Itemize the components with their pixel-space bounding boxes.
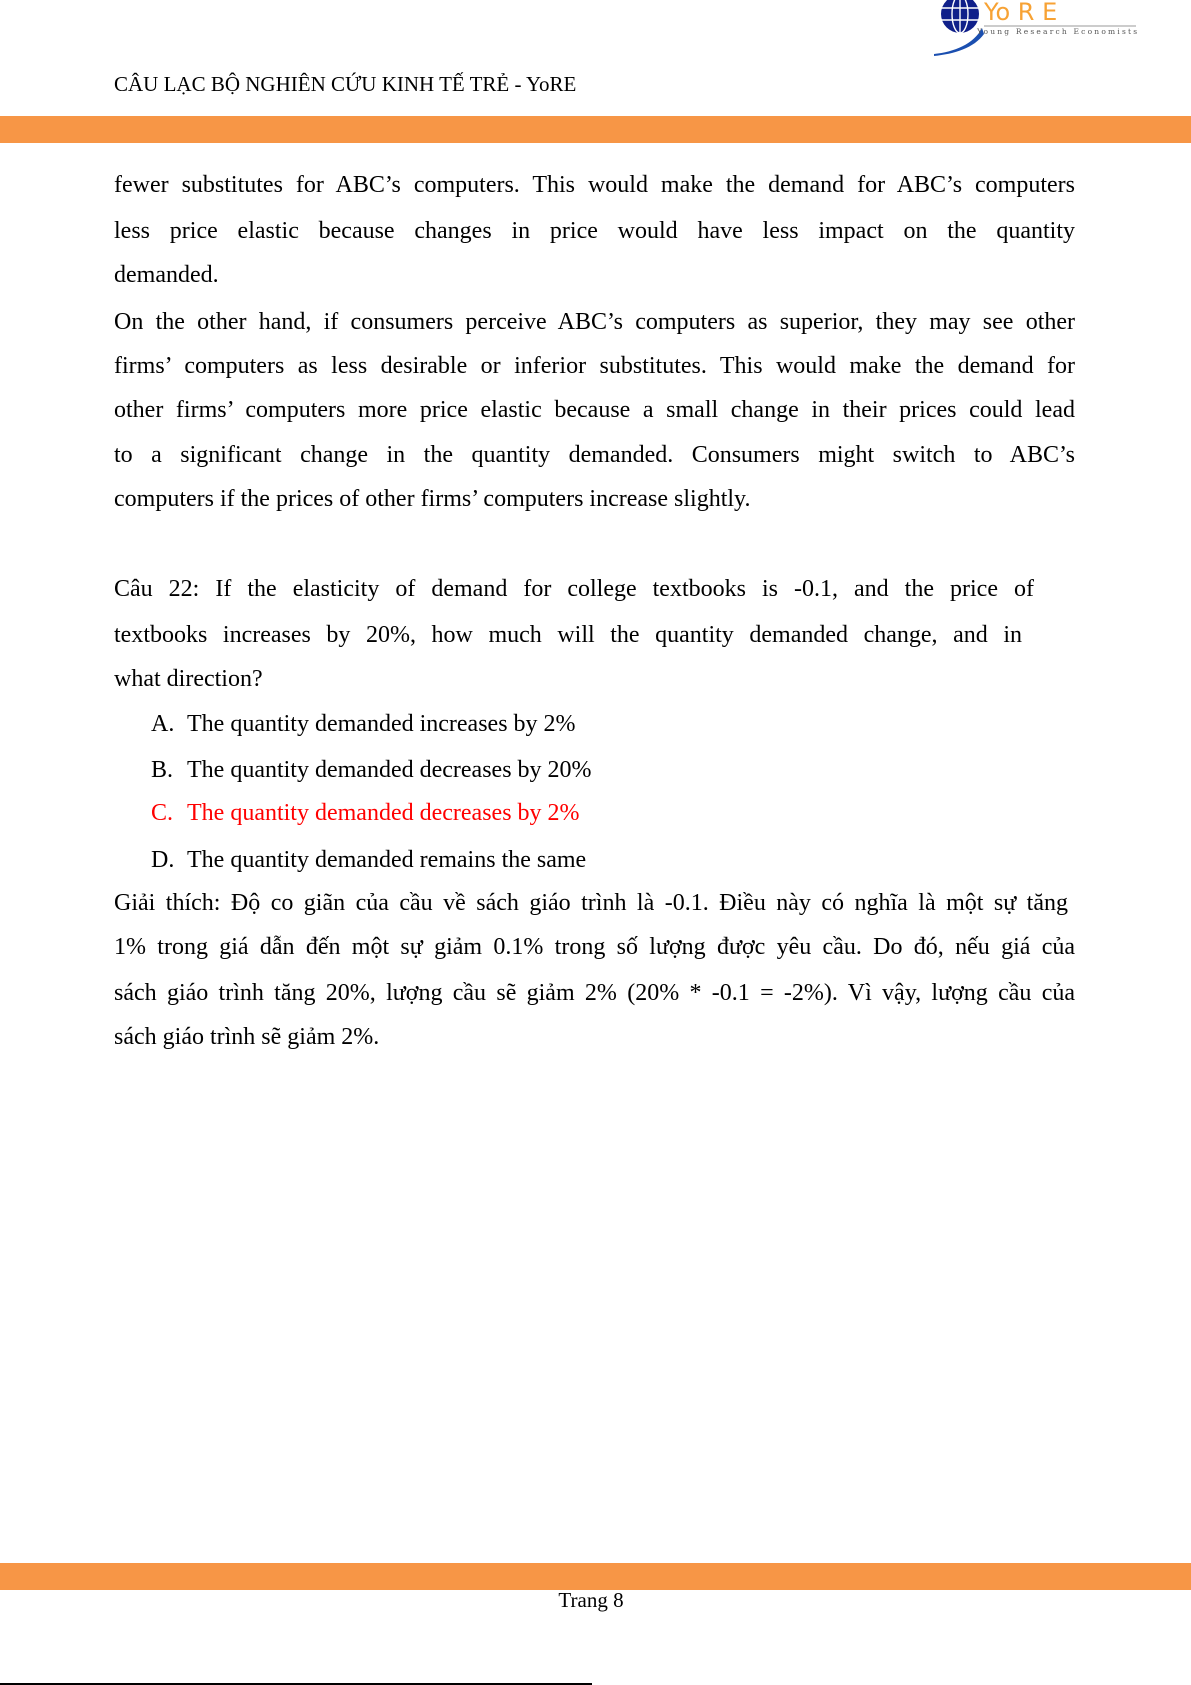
paragraph-line: computers if the prices of other firms’ computers increase slightly. — [114, 486, 751, 512]
explanation-line: sách giáo trình sẽ giảm 2%. — [114, 1024, 380, 1050]
paragraph-line: On the other hand, if consumers perceive ABC’s computers as superior, they may see other — [114, 309, 1075, 335]
option-a — [151, 709, 576, 739]
header-accent-bar — [0, 116, 1191, 143]
option-b — [151, 755, 592, 785]
option-text: The quantity demanded increases by 2% — [187, 711, 576, 737]
option-text: The quantity demanded decreases by 2% — [187, 800, 580, 826]
header-title: CÂU LẠC BỘ NGHIÊN CỨU KINH TẾ TRẺ - YoRE — [114, 72, 577, 96]
explanation-line: Giải thích: Độ co giãn của cầu về sách giáo trình là -0.1. Điều này có nghĩa là một sự tăng — [114, 890, 1068, 916]
option-key: B. — [151, 757, 174, 783]
paragraph-line: less price elastic because changes in price would have less impact on the quantity — [114, 218, 1075, 244]
paragraph-line: firms’ computers as less desirable or inferior substitutes. This would make the demand for — [114, 353, 1075, 379]
option-text: The quantity demanded decreases by 20% — [187, 757, 592, 783]
question-line: textbooks increases by 20%, how much will the quantity demanded change, and in — [114, 622, 1022, 648]
svg-text:Young Research Economists: Young Research Economists — [977, 27, 1140, 36]
option-c-correct — [151, 798, 580, 828]
option-key: A. — [151, 711, 175, 737]
option-d — [151, 845, 586, 875]
footer-accent-bar — [0, 1563, 1191, 1590]
paragraph-line: demanded. — [114, 262, 219, 288]
paragraph-line: fewer substitutes for ABC’s computers. This would make the demand for ABC’s computers — [114, 172, 1075, 198]
paragraph-line: other firms’ computers more price elastic because a small change in their prices could lead — [114, 397, 1075, 423]
paragraph-line: to a significant change in the quantity demanded. Consumers might switch to ABC’s — [114, 442, 1075, 468]
option-key: C. — [151, 800, 174, 826]
option-key: D. — [151, 847, 175, 873]
page-number: Trang 8 — [558, 1588, 624, 1612]
explanation-line: 1% trong giá dẫn đến một sự giảm 0.1% trong số lượng được yêu cầu. Do đó, nếu giá của — [114, 934, 1075, 960]
explanation-line: sách giáo trình tăng 20%, lượng cầu sẽ giảm 2% (20% * -0.1 = -2%). Vì vậy, lượng cầu của — [114, 980, 1075, 1006]
question-line: Câu 22: If the elasticity of demand for college textbooks is -0.1, and the price of — [114, 576, 1034, 602]
yore-logo — [934, 0, 1144, 56]
option-text: The quantity demanded remains the same — [187, 847, 587, 873]
svg-text:Yo R E: Yo R E — [984, 0, 1058, 26]
question-line: what direction? — [114, 666, 263, 692]
